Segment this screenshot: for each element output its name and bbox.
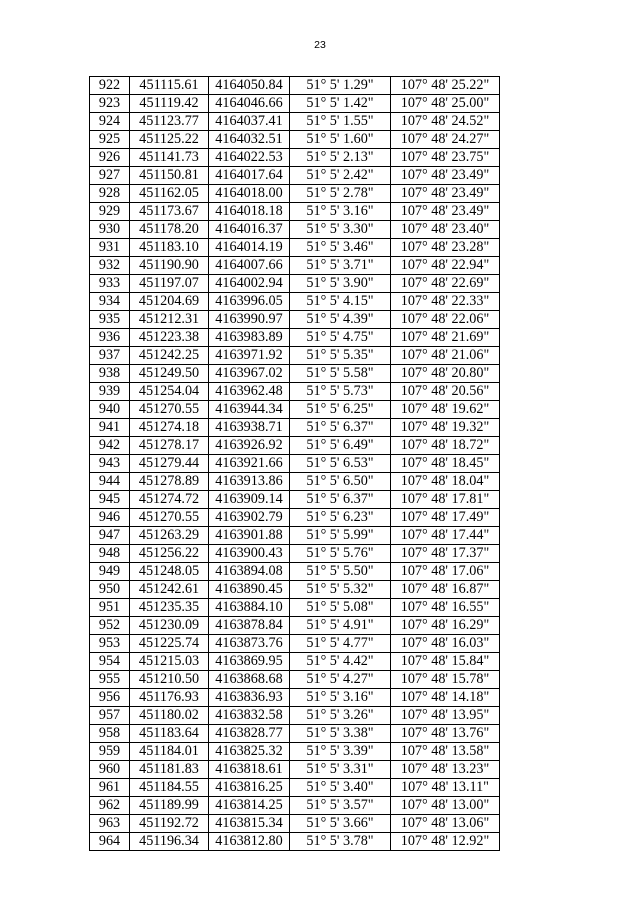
x-coordinate-cell: 451270.55	[130, 401, 209, 419]
x-coordinate-cell: 451178.20	[130, 221, 209, 239]
latitude-cell: 51° 5' 3.66"	[290, 815, 391, 833]
y-coordinate-cell: 4164018.00	[209, 185, 290, 203]
point-number-cell: 946	[90, 509, 130, 527]
longitude-cell: 107° 48' 18.04"	[391, 473, 500, 491]
y-coordinate-cell: 4163815.34	[209, 815, 290, 833]
longitude-cell: 107° 48' 18.72"	[391, 437, 500, 455]
longitude-cell: 107° 48' 24.52"	[391, 113, 500, 131]
latitude-cell: 51° 5' 6.37"	[290, 491, 391, 509]
longitude-cell: 107° 48' 17.06"	[391, 563, 500, 581]
table-row	[90, 815, 500, 833]
x-coordinate-cell: 451270.55	[130, 509, 209, 527]
table-row	[90, 77, 500, 95]
x-coordinate-cell: 451180.02	[130, 707, 209, 725]
y-coordinate-cell: 4163818.61	[209, 761, 290, 779]
point-number-cell: 928	[90, 185, 130, 203]
table-row	[90, 203, 500, 221]
latitude-cell: 51° 5' 5.76"	[290, 545, 391, 563]
longitude-cell: 107° 48' 13.06"	[391, 815, 500, 833]
x-coordinate-cell: 451254.04	[130, 383, 209, 401]
point-number-cell: 927	[90, 167, 130, 185]
longitude-cell: 107° 48' 17.44"	[391, 527, 500, 545]
y-coordinate-cell: 4163825.32	[209, 743, 290, 761]
x-coordinate-cell: 451249.50	[130, 365, 209, 383]
y-coordinate-cell: 4163913.86	[209, 473, 290, 491]
x-coordinate-cell: 451210.50	[130, 671, 209, 689]
table-row	[90, 365, 500, 383]
x-coordinate-cell: 451248.05	[130, 563, 209, 581]
table-row	[90, 527, 500, 545]
y-coordinate-cell: 4164037.41	[209, 113, 290, 131]
table-row	[90, 473, 500, 491]
table-row	[90, 599, 500, 617]
x-coordinate-cell: 451197.07	[130, 275, 209, 293]
latitude-cell: 51° 5' 2.78"	[290, 185, 391, 203]
latitude-cell: 51° 5' 3.39"	[290, 743, 391, 761]
point-number-cell: 955	[90, 671, 130, 689]
longitude-cell: 107° 48' 23.49"	[391, 167, 500, 185]
longitude-cell: 107° 48' 16.29"	[391, 617, 500, 635]
x-coordinate-cell: 451279.44	[130, 455, 209, 473]
latitude-cell: 51° 5' 1.29"	[290, 77, 391, 95]
x-coordinate-cell: 451278.17	[130, 437, 209, 455]
longitude-cell: 107° 48' 22.69"	[391, 275, 500, 293]
y-coordinate-cell: 4163962.48	[209, 383, 290, 401]
table-row	[90, 761, 500, 779]
longitude-cell: 107° 48' 20.80"	[391, 365, 500, 383]
x-coordinate-cell: 451141.73	[130, 149, 209, 167]
x-coordinate-cell: 451173.67	[130, 203, 209, 221]
longitude-cell: 107° 48' 23.49"	[391, 203, 500, 221]
table-row	[90, 581, 500, 599]
point-number-cell: 947	[90, 527, 130, 545]
latitude-cell: 51° 5' 5.58"	[290, 365, 391, 383]
table-row	[90, 743, 500, 761]
longitude-cell: 107° 48' 24.27"	[391, 131, 500, 149]
longitude-cell: 107° 48' 23.75"	[391, 149, 500, 167]
table-row	[90, 689, 500, 707]
longitude-cell: 107° 48' 25.00"	[391, 95, 500, 113]
table-row	[90, 725, 500, 743]
latitude-cell: 51° 5' 2.42"	[290, 167, 391, 185]
latitude-cell: 51° 5' 4.77"	[290, 635, 391, 653]
latitude-cell: 51° 5' 6.23"	[290, 509, 391, 527]
longitude-cell: 107° 48' 13.95"	[391, 707, 500, 725]
point-number-cell: 953	[90, 635, 130, 653]
x-coordinate-cell: 451278.89	[130, 473, 209, 491]
x-coordinate-cell: 451189.99	[130, 797, 209, 815]
longitude-cell: 107° 48' 21.69"	[391, 329, 500, 347]
latitude-cell: 51° 5' 5.73"	[290, 383, 391, 401]
latitude-cell: 51° 5' 2.13"	[290, 149, 391, 167]
x-coordinate-cell: 451235.35	[130, 599, 209, 617]
latitude-cell: 51° 5' 5.08"	[290, 599, 391, 617]
x-coordinate-cell: 451274.18	[130, 419, 209, 437]
table-row	[90, 419, 500, 437]
table-row	[90, 257, 500, 275]
latitude-cell: 51° 5' 5.32"	[290, 581, 391, 599]
latitude-cell: 51° 5' 4.39"	[290, 311, 391, 329]
longitude-cell: 107° 48' 20.56"	[391, 383, 500, 401]
table-row	[90, 311, 500, 329]
longitude-cell: 107° 48' 13.11"	[391, 779, 500, 797]
longitude-cell: 107° 48' 17.37"	[391, 545, 500, 563]
y-coordinate-cell: 4163814.25	[209, 797, 290, 815]
table-row	[90, 293, 500, 311]
latitude-cell: 51° 5' 4.15"	[290, 293, 391, 311]
y-coordinate-cell: 4163909.14	[209, 491, 290, 509]
point-number-cell: 961	[90, 779, 130, 797]
point-number-cell: 926	[90, 149, 130, 167]
table-row	[90, 113, 500, 131]
point-number-cell: 939	[90, 383, 130, 401]
point-number-cell: 964	[90, 833, 130, 851]
y-coordinate-cell: 4163996.05	[209, 293, 290, 311]
y-coordinate-cell: 4163983.89	[209, 329, 290, 347]
y-coordinate-cell: 4163890.45	[209, 581, 290, 599]
x-coordinate-cell: 451215.03	[130, 653, 209, 671]
longitude-cell: 107° 48' 25.22"	[391, 77, 500, 95]
point-number-cell: 963	[90, 815, 130, 833]
y-coordinate-cell: 4163971.92	[209, 347, 290, 365]
latitude-cell: 51° 5' 3.38"	[290, 725, 391, 743]
latitude-cell: 51° 5' 3.31"	[290, 761, 391, 779]
y-coordinate-cell: 4163873.76	[209, 635, 290, 653]
x-coordinate-cell: 451181.83	[130, 761, 209, 779]
latitude-cell: 51° 5' 3.78"	[290, 833, 391, 851]
table-row	[90, 509, 500, 527]
point-number-cell: 950	[90, 581, 130, 599]
table-row	[90, 455, 500, 473]
longitude-cell: 107° 48' 13.00"	[391, 797, 500, 815]
table-row	[90, 149, 500, 167]
longitude-cell: 107° 48' 13.23"	[391, 761, 500, 779]
coordinates-table	[89, 76, 500, 851]
latitude-cell: 51° 5' 3.40"	[290, 779, 391, 797]
longitude-cell: 107° 48' 12.92"	[391, 833, 500, 851]
latitude-cell: 51° 5' 1.42"	[290, 95, 391, 113]
point-number-cell: 952	[90, 617, 130, 635]
latitude-cell: 51° 5' 4.91"	[290, 617, 391, 635]
x-coordinate-cell: 451183.64	[130, 725, 209, 743]
longitude-cell: 107° 48' 16.03"	[391, 635, 500, 653]
point-number-cell: 951	[90, 599, 130, 617]
table-row	[90, 635, 500, 653]
x-coordinate-cell: 451225.74	[130, 635, 209, 653]
latitude-cell: 51° 5' 3.90"	[290, 275, 391, 293]
point-number-cell: 948	[90, 545, 130, 563]
table-row	[90, 239, 500, 257]
latitude-cell: 51° 5' 4.27"	[290, 671, 391, 689]
table-row	[90, 833, 500, 851]
longitude-cell: 107° 48' 14.18"	[391, 689, 500, 707]
y-coordinate-cell: 4163812.80	[209, 833, 290, 851]
longitude-cell: 107° 48' 17.81"	[391, 491, 500, 509]
y-coordinate-cell: 4163878.84	[209, 617, 290, 635]
x-coordinate-cell: 451115.61	[130, 77, 209, 95]
table-row	[90, 707, 500, 725]
longitude-cell: 107° 48' 19.32"	[391, 419, 500, 437]
point-number-cell: 936	[90, 329, 130, 347]
longitude-cell: 107° 48' 17.49"	[391, 509, 500, 527]
table-row	[90, 383, 500, 401]
latitude-cell: 51° 5' 3.46"	[290, 239, 391, 257]
latitude-cell: 51° 5' 6.50"	[290, 473, 391, 491]
table-row	[90, 221, 500, 239]
y-coordinate-cell: 4164050.84	[209, 77, 290, 95]
y-coordinate-cell: 4163884.10	[209, 599, 290, 617]
latitude-cell: 51° 5' 1.60"	[290, 131, 391, 149]
x-coordinate-cell: 451242.61	[130, 581, 209, 599]
longitude-cell: 107° 48' 22.94"	[391, 257, 500, 275]
y-coordinate-cell: 4164016.37	[209, 221, 290, 239]
longitude-cell: 107° 48' 23.49"	[391, 185, 500, 203]
x-coordinate-cell: 451223.38	[130, 329, 209, 347]
y-coordinate-cell: 4163921.66	[209, 455, 290, 473]
longitude-cell: 107° 48' 13.58"	[391, 743, 500, 761]
latitude-cell: 51° 5' 3.57"	[290, 797, 391, 815]
table-row	[90, 491, 500, 509]
x-coordinate-cell: 451256.22	[130, 545, 209, 563]
table-row	[90, 437, 500, 455]
point-number-cell: 960	[90, 761, 130, 779]
latitude-cell: 51° 5' 4.75"	[290, 329, 391, 347]
latitude-cell: 51° 5' 6.53"	[290, 455, 391, 473]
point-number-cell: 954	[90, 653, 130, 671]
latitude-cell: 51° 5' 3.16"	[290, 689, 391, 707]
latitude-cell: 51° 5' 6.25"	[290, 401, 391, 419]
longitude-cell: 107° 48' 21.06"	[391, 347, 500, 365]
latitude-cell: 51° 5' 5.99"	[290, 527, 391, 545]
x-coordinate-cell: 451196.34	[130, 833, 209, 851]
latitude-cell: 51° 5' 6.37"	[290, 419, 391, 437]
table-row	[90, 329, 500, 347]
point-number-cell: 937	[90, 347, 130, 365]
y-coordinate-cell: 4164022.53	[209, 149, 290, 167]
table-row	[90, 797, 500, 815]
x-coordinate-cell: 451190.90	[130, 257, 209, 275]
y-coordinate-cell: 4163894.08	[209, 563, 290, 581]
point-number-cell: 959	[90, 743, 130, 761]
table-row	[90, 779, 500, 797]
point-number-cell: 956	[90, 689, 130, 707]
longitude-cell: 107° 48' 23.28"	[391, 239, 500, 257]
table-row	[90, 653, 500, 671]
point-number-cell: 935	[90, 311, 130, 329]
latitude-cell: 51° 5' 5.35"	[290, 347, 391, 365]
longitude-cell: 107° 48' 16.87"	[391, 581, 500, 599]
longitude-cell: 107° 48' 13.76"	[391, 725, 500, 743]
x-coordinate-cell: 451274.72	[130, 491, 209, 509]
x-coordinate-cell: 451230.09	[130, 617, 209, 635]
point-number-cell: 932	[90, 257, 130, 275]
x-coordinate-cell: 451150.81	[130, 167, 209, 185]
point-number-cell: 925	[90, 131, 130, 149]
y-coordinate-cell: 4163967.02	[209, 365, 290, 383]
latitude-cell: 51° 5' 3.26"	[290, 707, 391, 725]
point-number-cell: 943	[90, 455, 130, 473]
table-row	[90, 545, 500, 563]
table-row	[90, 95, 500, 113]
x-coordinate-cell: 451204.69	[130, 293, 209, 311]
table-row	[90, 347, 500, 365]
longitude-cell: 107° 48' 18.45"	[391, 455, 500, 473]
longitude-cell: 107° 48' 23.40"	[391, 221, 500, 239]
table-row	[90, 275, 500, 293]
point-number-cell: 945	[90, 491, 130, 509]
x-coordinate-cell: 451184.55	[130, 779, 209, 797]
point-number-cell: 922	[90, 77, 130, 95]
y-coordinate-cell: 4163868.68	[209, 671, 290, 689]
longitude-cell: 107° 48' 22.33"	[391, 293, 500, 311]
x-coordinate-cell: 451162.05	[130, 185, 209, 203]
latitude-cell: 51° 5' 1.55"	[290, 113, 391, 131]
latitude-cell: 51° 5' 3.30"	[290, 221, 391, 239]
y-coordinate-cell: 4163828.77	[209, 725, 290, 743]
y-coordinate-cell: 4164014.19	[209, 239, 290, 257]
point-number-cell: 942	[90, 437, 130, 455]
coordinates-table-body	[90, 77, 500, 851]
x-coordinate-cell: 451192.72	[130, 815, 209, 833]
latitude-cell: 51° 5' 3.71"	[290, 257, 391, 275]
point-number-cell: 941	[90, 419, 130, 437]
x-coordinate-cell: 451212.31	[130, 311, 209, 329]
point-number-cell: 958	[90, 725, 130, 743]
y-coordinate-cell: 4164032.51	[209, 131, 290, 149]
x-coordinate-cell: 451184.01	[130, 743, 209, 761]
latitude-cell: 51° 5' 6.49"	[290, 437, 391, 455]
point-number-cell: 944	[90, 473, 130, 491]
x-coordinate-cell: 451176.93	[130, 689, 209, 707]
y-coordinate-cell: 4163938.71	[209, 419, 290, 437]
page-number: 23	[314, 39, 326, 51]
longitude-cell: 107° 48' 15.78"	[391, 671, 500, 689]
point-number-cell: 929	[90, 203, 130, 221]
x-coordinate-cell: 451123.77	[130, 113, 209, 131]
latitude-cell: 51° 5' 4.42"	[290, 653, 391, 671]
y-coordinate-cell: 4164002.94	[209, 275, 290, 293]
latitude-cell: 51° 5' 5.50"	[290, 563, 391, 581]
longitude-cell: 107° 48' 22.06"	[391, 311, 500, 329]
x-coordinate-cell: 451119.42	[130, 95, 209, 113]
y-coordinate-cell: 4164046.66	[209, 95, 290, 113]
y-coordinate-cell: 4163869.95	[209, 653, 290, 671]
y-coordinate-cell: 4163900.43	[209, 545, 290, 563]
y-coordinate-cell: 4163944.34	[209, 401, 290, 419]
y-coordinate-cell: 4163836.93	[209, 689, 290, 707]
point-number-cell: 923	[90, 95, 130, 113]
table-row	[90, 563, 500, 581]
longitude-cell: 107° 48' 16.55"	[391, 599, 500, 617]
table-row	[90, 131, 500, 149]
x-coordinate-cell: 451125.22	[130, 131, 209, 149]
point-number-cell: 962	[90, 797, 130, 815]
point-number-cell: 940	[90, 401, 130, 419]
table-row	[90, 617, 500, 635]
y-coordinate-cell: 4163902.79	[209, 509, 290, 527]
table-row	[90, 401, 500, 419]
y-coordinate-cell: 4163901.88	[209, 527, 290, 545]
latitude-cell: 51° 5' 3.16"	[290, 203, 391, 221]
y-coordinate-cell: 4163832.58	[209, 707, 290, 725]
point-number-cell: 924	[90, 113, 130, 131]
longitude-cell: 107° 48' 19.62"	[391, 401, 500, 419]
table-row	[90, 671, 500, 689]
y-coordinate-cell: 4164018.18	[209, 203, 290, 221]
y-coordinate-cell: 4163816.25	[209, 779, 290, 797]
table-row	[90, 167, 500, 185]
y-coordinate-cell: 4163990.97	[209, 311, 290, 329]
table-row	[90, 185, 500, 203]
x-coordinate-cell: 451263.29	[130, 527, 209, 545]
y-coordinate-cell: 4164017.64	[209, 167, 290, 185]
y-coordinate-cell: 4164007.66	[209, 257, 290, 275]
y-coordinate-cell: 4163926.92	[209, 437, 290, 455]
longitude-cell: 107° 48' 15.84"	[391, 653, 500, 671]
point-number-cell: 931	[90, 239, 130, 257]
x-coordinate-cell: 451183.10	[130, 239, 209, 257]
point-number-cell: 949	[90, 563, 130, 581]
point-number-cell: 934	[90, 293, 130, 311]
point-number-cell: 957	[90, 707, 130, 725]
point-number-cell: 933	[90, 275, 130, 293]
x-coordinate-cell: 451242.25	[130, 347, 209, 365]
point-number-cell: 930	[90, 221, 130, 239]
point-number-cell: 938	[90, 365, 130, 383]
